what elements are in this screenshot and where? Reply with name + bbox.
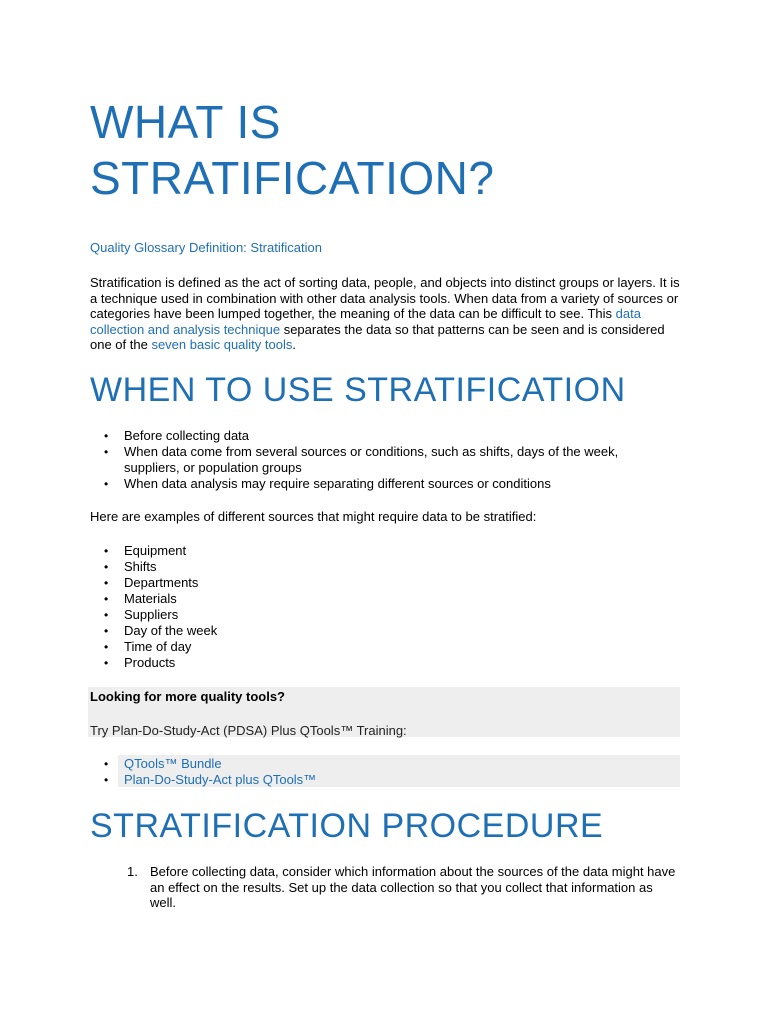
list-item: • Products	[90, 655, 390, 671]
page-title-line-1: WHAT IS	[90, 96, 281, 148]
when-list	[90, 428, 650, 492]
examples-intro: Here are examples of different sources that might require data to be stratified:	[90, 509, 537, 524]
step-text: Before collecting data, consider which information about the sources of the data might have an effect on the results. Set up the data collection so that you collect that information as well.	[150, 864, 676, 910]
when-heading: WHEN TO USE STRATIFICATION	[90, 371, 626, 409]
list-item: • Equipment	[90, 543, 390, 559]
seven-tools-link[interactable]: seven basic quality tools	[151, 337, 293, 353]
page-title	[90, 94, 494, 206]
list-item: • Suppliers	[90, 607, 390, 623]
promo-text: Try Plan-Do-Study-Act (PDSA) Plus QTools™ Training:	[90, 723, 407, 738]
procedure-step	[90, 864, 680, 911]
qtools-bundle-link[interactable]: QTools™ Bundle	[124, 756, 222, 771]
list-item: • When data analysis may require separating different sources or conditions	[90, 476, 650, 492]
intro-paragraph	[90, 275, 680, 353]
list-item	[90, 756, 490, 772]
procedure-list	[90, 864, 680, 911]
list-item: • Day of the week	[90, 623, 390, 639]
intro-text-1: Stratification is defined as the act of sorting data, people, and objects into distinct groups or layers. It is a technique used in combination with other data analysis tools. When data from a variety of sources or categories have been lumped together, the meaning of the data can be difficult to see. This	[90, 275, 680, 322]
intro-text-2: separates the data so that patterns can be seen and is considered one of the	[90, 321, 665, 353]
page-title-line-2: STRATIFICATION?	[90, 152, 495, 204]
list-item: • Departments	[90, 575, 390, 591]
list-item	[90, 772, 490, 788]
pdsa-qtools-link[interactable]: Plan-Do-Study-Act plus QTools™	[124, 772, 317, 787]
examples-list	[90, 543, 390, 671]
list-item: • Shifts	[90, 559, 390, 575]
data-collection-link[interactable]: data collection and analysis technique	[90, 306, 641, 337]
promo-links-list	[90, 756, 490, 788]
step-number: 1.	[127, 864, 138, 879]
list-item: • When data come from several sources or conditions, such as shifts, days of the week, suppliers, or population groups	[90, 444, 650, 476]
list-item: • Before collecting data	[90, 428, 650, 444]
glossary-definition-link[interactable]: Quality Glossary Definition: Stratification	[90, 240, 322, 255]
promo-heading: Looking for more quality tools?	[90, 689, 285, 704]
list-item: • Materials	[90, 591, 390, 607]
intro-text-3: .	[292, 337, 296, 353]
procedure-heading: STRATIFICATION PROCEDURE	[90, 807, 604, 845]
list-item: • Time of day	[90, 639, 390, 655]
